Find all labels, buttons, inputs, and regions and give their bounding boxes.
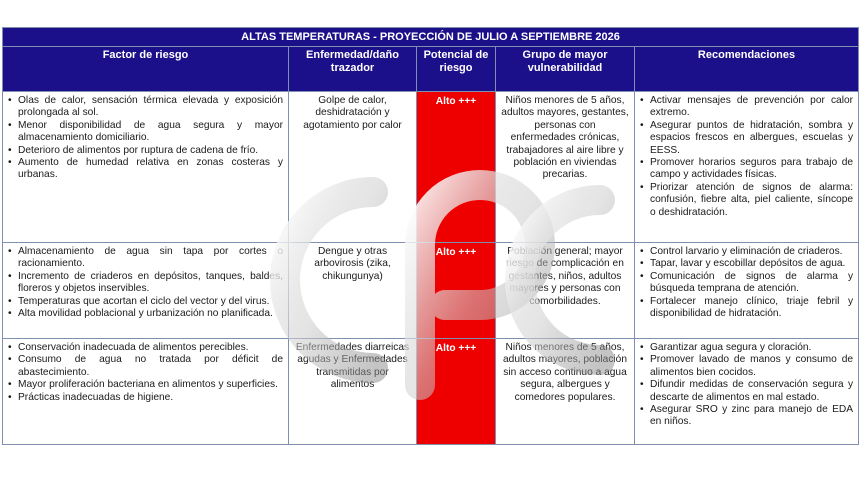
recommendation: Garantizar agua segura y cloración. (650, 342, 812, 353)
recommendation: Activar mensajes de prevención por calor extremo. (650, 95, 854, 119)
list-item: • Difundir medidas de conservación segura y descarte de alimentos en mal estado. (640, 379, 854, 403)
vulnerable-group-cell: Niños menores de 5 años, adultos mayores, gestantes, personas con enfermedades crónicas, trabajadores al aire libre y población en viviendas precarias. (496, 92, 635, 243)
list-item: • Aumento de humedad relativa en zonas costeras y urbanas. (8, 157, 283, 181)
list-item: • Promover horarios seguros para trabajo de campo y actividades físicas. (640, 157, 854, 181)
list-item: • Conservación inadecuada de alimentos perecibles. (8, 342, 283, 354)
list-item: • Alta movilidad poblacional y urbanización no planificada. (8, 308, 283, 320)
risk-factor: Prácticas inadecuadas de higiene. (18, 391, 174, 403)
risk-factor: Alta movilidad poblacional y urbanización no planificada. (18, 308, 273, 320)
risk-factor: Mayor proliferación bacteriana en alimentos y superficies. (18, 379, 278, 391)
list-item: • Control larvario y eliminación de criaderos. (640, 246, 853, 258)
recommendation: Asegurar puntos de hidratación, sombra y espacios frescos en albergues, escuelas y EESS. (650, 119, 854, 156)
risk-factor: Aumento de humedad relativa en zonas costeras y urbanas. (18, 157, 283, 181)
list-item: • Fortalecer manejo clínico, triaje febril y disponibilidad de hidratación. (640, 295, 854, 320)
risk-factors-cell (3, 339, 289, 445)
list-item: • Garantizar agua segura y cloración. (640, 342, 853, 354)
recommendation: Comunicación de signos de alarma y búsqueda temprana de atención. (650, 270, 854, 295)
list-item: • Prácticas inadecuadas de higiene. (8, 392, 283, 404)
risk-factor: Almacenamiento de agua sin tapa por cortes o racionamiento. (18, 246, 283, 270)
risk-table (2, 27, 859, 445)
recommendations-cell (635, 92, 859, 243)
header-recommendations: Recomendaciones (635, 47, 859, 92)
risk-factors-cell (3, 243, 289, 339)
risk-factor: Menor disponibilidad de agua segura y mayor almacenamiento domiciliario. (18, 119, 283, 144)
list-item: • Priorizar atención de signos de alarma: confusión, fiebre alta, piel caliente, síncope o deshidratación. (640, 181, 854, 218)
table-row (3, 92, 859, 243)
recommendations-cell (635, 339, 859, 445)
vulnerable-group-cell: Niños menores de 5 años, adultos mayores, población sin acceso continuo a agua segura, albergues y comedores populares. (496, 339, 635, 445)
risk-factor: Temperaturas que acortan el ciclo del vector y del virus. (18, 295, 270, 307)
list-item: • Almacenamiento de agua sin tapa por cortes o racionamiento. (8, 246, 283, 270)
list-item: • Tapar, lavar y escobillar depósitos de agua. (640, 258, 853, 270)
list-item: • Asegurar puntos de hidratación, sombra y espacios frescos en albergues, escuelas y EESS. (640, 119, 854, 156)
list-item: • Promover lavado de manos y consumo de alimentos bien cocidos. (640, 354, 854, 378)
list-item: • Activar mensajes de prevención por calor extremo. (640, 95, 854, 119)
risk-factors-cell (3, 92, 289, 243)
list-item: • Consumo de agua no tratada por déficit de abastecimiento. (8, 354, 283, 378)
table-title: ALTAS TEMPERATURAS - PROYECCIÓN DE JULIO A SEPTIEMBRE 2026 (3, 28, 859, 47)
list-item: • Comunicación de signos de alarma y búsqueda temprana de atención. (640, 270, 854, 295)
list-item: • Asegurar SRO y zinc para manejo de EDA en niños. (640, 404, 854, 428)
table-row (3, 243, 859, 339)
recommendation: Difundir medidas de conservación segura y descarte de alimentos en mal estado. (650, 379, 854, 403)
recommendation: Control larvario y eliminación de criaderos. (650, 246, 843, 257)
list-item: • Olas de calor, sensación térmica elevada y exposición prolongada al sol. (8, 95, 283, 119)
table-row (3, 339, 859, 445)
recommendation: Fortalecer manejo clínico, triaje febril y disponibilidad de hidratación. (650, 295, 854, 320)
risk-factor: Deterioro de alimentos por ruptura de cadena de frío. (18, 144, 259, 156)
recommendations-cell (635, 243, 859, 339)
vulnerable-group-cell: Población general; mayor riesgo de complicación en gestantes, niños, adultos mayores y personas con comorbilidades. (496, 243, 635, 339)
recommendation: Priorizar atención de signos de alarma: confusión, fiebre alta, piel caliente, síncope o deshidratación. (650, 181, 854, 218)
risk-level-cell: Alto +++ (417, 92, 496, 243)
recommendation: Tapar, lavar y escobillar depósitos de agua. (650, 258, 846, 270)
disease-cell: Golpe de calor, deshidratación y agotamiento por calor (289, 92, 417, 243)
list-item: • Deterioro de alimentos por ruptura de cadena de frío. (8, 145, 283, 157)
list-item: • Menor disponibilidad de agua segura y mayor almacenamiento domiciliario. (8, 119, 283, 144)
recommendation: Promover lavado de manos y consumo de alimentos bien cocidos. (650, 354, 854, 378)
risk-level-cell: Alto +++ (417, 243, 496, 339)
header-factor: Factor de riesgo (3, 47, 289, 92)
recommendation: Asegurar SRO y zinc para manejo de EDA en niños. (650, 404, 854, 428)
list-item: • Temperaturas que acortan el ciclo del vector y del virus. (8, 296, 283, 308)
risk-factor: Consumo de agua no tratada por déficit de abastecimiento. (18, 354, 283, 378)
disease-cell: Enfermedades diarreicas agudas y Enfermedades transmitidas por alimentos (289, 339, 417, 445)
header-group: Grupo de mayor vulnerabilidad (496, 47, 635, 92)
header-disease: Enfermedad/daño trazador (289, 47, 417, 92)
list-item: • Mayor proliferación bacteriana en alimentos y superficies. (8, 379, 283, 391)
recommendation: Promover horarios seguros para trabajo de campo y actividades físicas. (650, 157, 854, 181)
risk-factor: Incremento de criaderos en depósitos, tanques, baldes, floreros y objetos inservibles. (18, 270, 283, 295)
header-risk: Potencial de riesgo (417, 47, 496, 92)
disease-cell: Dengue y otras arbovirosis (zika, chikungunya) (289, 243, 417, 339)
risk-factor: Olas de calor, sensación térmica elevada y exposición prolongada al sol. (18, 95, 283, 119)
risk-level-cell: Alto +++ (417, 339, 496, 445)
risk-factor: Conservación inadecuada de alimentos perecibles. (18, 342, 249, 353)
list-item: • Incremento de criaderos en depósitos, tanques, baldes, floreros y objetos inservibles. (8, 270, 283, 295)
